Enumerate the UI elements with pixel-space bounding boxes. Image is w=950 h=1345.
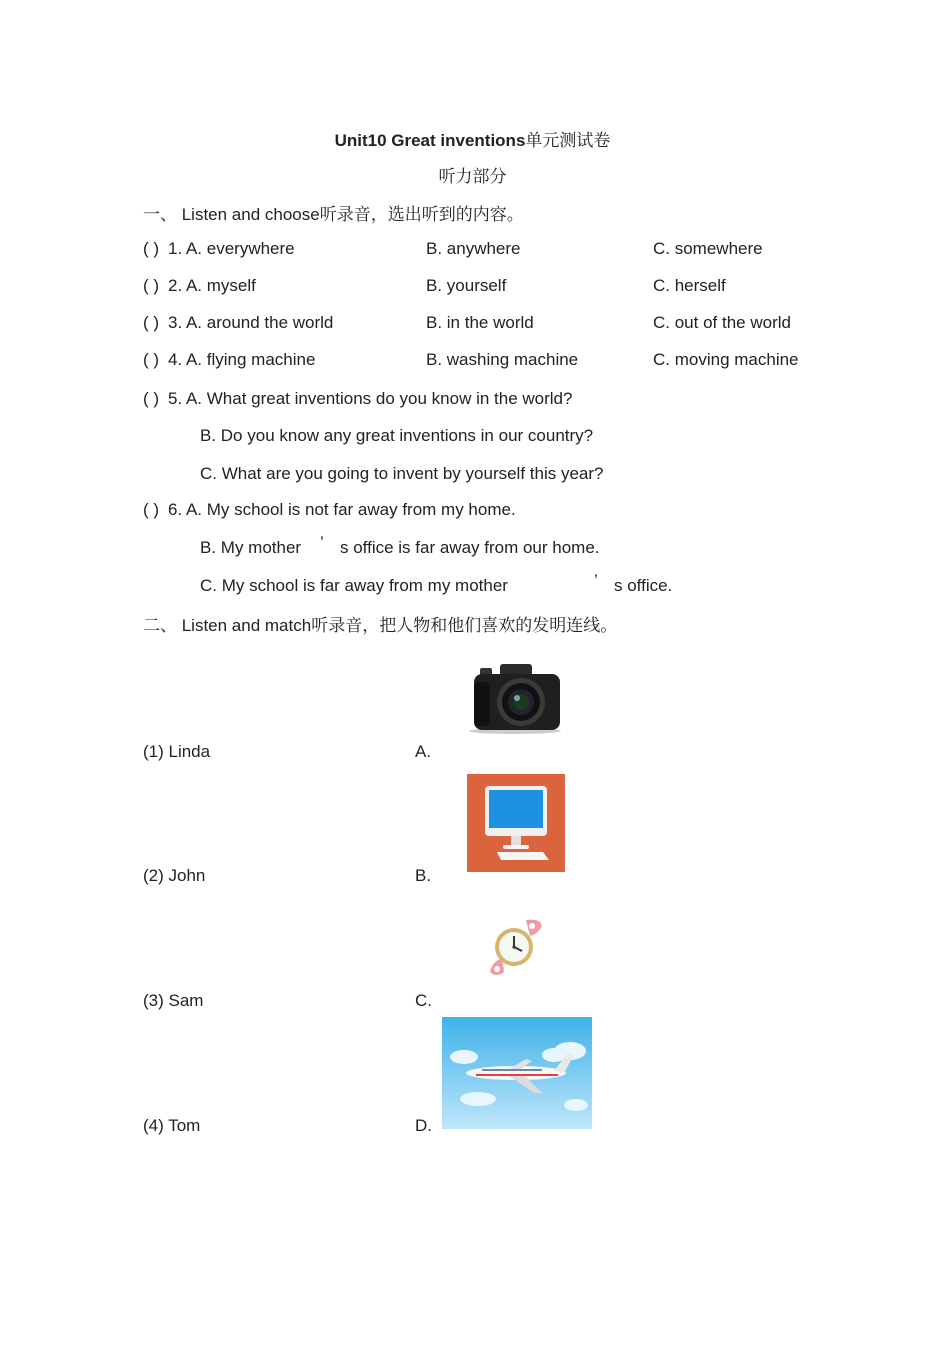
option-b-part1: B. My mother xyxy=(200,538,302,557)
answer-paren[interactable]: ( ) xyxy=(143,350,160,369)
option-b: B. Do you know any great inventions in our country? xyxy=(200,426,594,445)
option-a: 5. A. What great inventions do you know in the world? xyxy=(168,389,573,408)
option-a: 2. A. myself xyxy=(168,276,256,295)
option-c: C. What are you going to invent by yourself this year? xyxy=(200,464,604,483)
title-cn: 单元测试卷 xyxy=(525,131,611,150)
option-b: B. washing machine xyxy=(426,350,579,369)
answer-paren[interactable]: ( ) xyxy=(143,276,160,295)
computer-icon xyxy=(467,774,565,872)
airplane-icon xyxy=(442,1017,592,1129)
option-a: 1. A. everywhere xyxy=(168,239,295,258)
answer-paren[interactable]: ( ) xyxy=(143,239,160,258)
match-name: (4) Tom xyxy=(143,1116,201,1135)
match-name: (2) John xyxy=(143,866,206,885)
option-c-part2: s office. xyxy=(614,576,673,595)
match-name: (3) Sam xyxy=(143,991,204,1010)
option-c: C. out of the world xyxy=(653,313,791,332)
page-subtitle: 听力部分 xyxy=(438,167,507,186)
answer-paren[interactable]: ( ) xyxy=(143,500,160,519)
match-name: (1) Linda xyxy=(143,742,211,761)
page-title xyxy=(0,126,945,151)
option-c: C. moving machine xyxy=(653,350,799,369)
section2-heading: 二、 Listen and match听录音，把人物和他们喜欢的发明连线。 xyxy=(143,616,618,635)
option-a: 4. A. flying machine xyxy=(168,350,316,369)
option-c-part1: C. My school is far away from my mother xyxy=(200,576,508,595)
option-c: C. herself xyxy=(653,276,726,295)
option-a: 6. A. My school is not far away from my home. xyxy=(168,500,516,519)
title-en: Unit10 Great inventions xyxy=(334,131,526,150)
option-c: C. somewhere xyxy=(653,239,763,258)
watch-icon xyxy=(486,914,546,980)
option-b: B. anywhere xyxy=(426,239,521,258)
apostrophe: ’ xyxy=(320,533,324,552)
match-letter: A. xyxy=(415,742,432,761)
option-a: 3. A. around the world xyxy=(168,313,334,332)
match-letter: B. xyxy=(415,866,432,885)
camera-icon xyxy=(464,660,566,736)
match-letter: C. xyxy=(415,991,432,1010)
answer-paren[interactable]: ( ) xyxy=(143,313,160,332)
option-b: B. in the world xyxy=(426,313,534,332)
match-letter: D. xyxy=(415,1116,432,1135)
option-b-part2: s office is far away from our home. xyxy=(340,538,600,557)
option-b: B. yourself xyxy=(426,276,507,295)
apostrophe: ’ xyxy=(594,571,598,590)
section1-heading: 一、 Listen and choose听录音，选出听到的内容。 xyxy=(143,205,524,224)
answer-paren[interactable]: ( ) xyxy=(143,389,160,408)
